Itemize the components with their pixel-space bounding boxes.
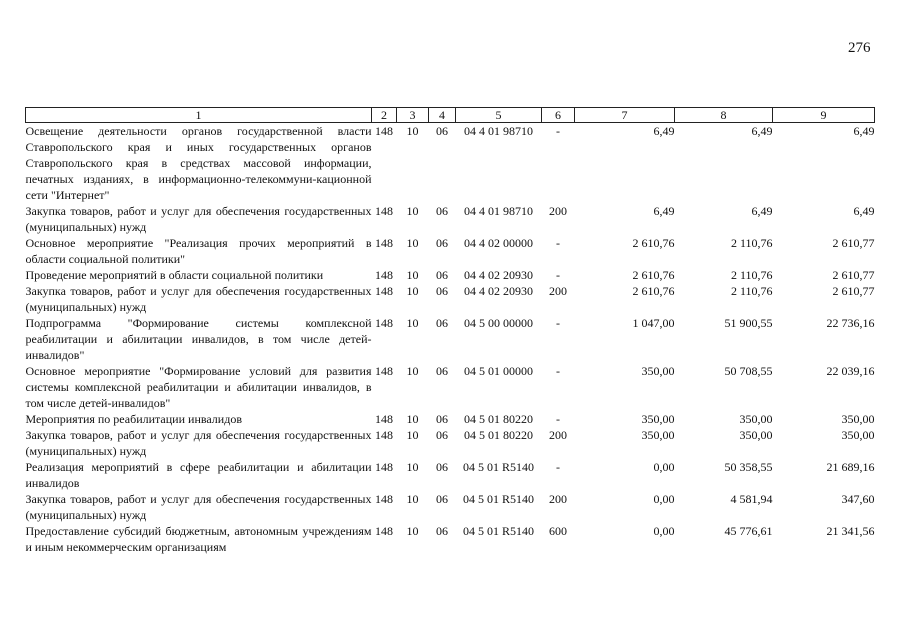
amount-col8: 45 776,61 <box>724 524 773 538</box>
item-name: Закупка товаров, работ и услуг для обеспечения государственных (муниципальных) нужд <box>25 428 372 458</box>
expense-type: 200 <box>549 204 567 218</box>
section-code: 10 <box>406 428 419 442</box>
amount-col7: 0,00 <box>653 492 675 506</box>
item-name: Освещение деятельности органов государственной власти Ставропольского края и иных государственных органов Ставропольского края в средствах массовой информации, печатных изданиях, в информационно-телекоммуни-кационной сети "Интернет" <box>25 124 372 202</box>
table-header-row <box>26 108 875 123</box>
table-row <box>26 523 875 555</box>
amount-col8: 51 900,55 <box>724 316 773 330</box>
section-code: 10 <box>406 524 419 538</box>
item-name: Основное мероприятие "Формирование условий для развития системы комплексной реабилитации и абилитации инвалидов, в том числе детей-инвалидов" <box>25 364 372 410</box>
column-header: 8 <box>675 108 773 123</box>
table-row <box>26 283 875 315</box>
amount-col9: 21 689,16 <box>826 460 875 474</box>
amount-col8: 50 358,55 <box>724 460 773 474</box>
amount-col9: 21 341,56 <box>826 524 875 538</box>
expense-type: 200 <box>549 492 567 506</box>
amount-col7: 6,49 <box>653 204 675 218</box>
amount-col7: 2 610,76 <box>632 284 675 298</box>
target-article: 04 5 00 00000 <box>464 316 533 330</box>
ministry-code: 148 <box>375 284 393 298</box>
column-header: 9 <box>773 108 875 123</box>
subsection-code: 06 <box>436 364 448 378</box>
subsection-code: 06 <box>436 284 448 298</box>
expense-type: 600 <box>549 524 567 538</box>
ministry-code: 148 <box>375 364 393 378</box>
ministry-code: 148 <box>375 124 393 138</box>
amount-col9: 2 610,77 <box>832 268 875 282</box>
section-code: 10 <box>406 492 419 506</box>
amount-col7: 1 047,00 <box>632 316 675 330</box>
ministry-code: 148 <box>375 460 393 474</box>
amount-col8: 350,00 <box>739 412 773 426</box>
amount-col9: 2 610,77 <box>832 284 875 298</box>
column-header: 4 <box>429 108 456 123</box>
item-name: Подпрограмма "Формирование системы комплексной реабилитации и абилитации инвалидов, в том числе детей-инвалидов" <box>25 316 372 362</box>
table-row <box>26 459 875 491</box>
item-name: Закупка товаров, работ и услуг для обеспечения государственных (муниципальных) нужд <box>25 204 372 234</box>
amount-col7: 350,00 <box>641 428 675 442</box>
subsection-code: 06 <box>436 268 448 282</box>
table-row <box>26 267 875 283</box>
amount-col8: 6,49 <box>751 124 773 138</box>
subsection-code: 06 <box>436 236 448 250</box>
table-row <box>26 315 875 363</box>
amount-col9: 350,00 <box>841 412 875 426</box>
table-row <box>26 491 875 523</box>
column-header: 7 <box>575 108 675 123</box>
target-article: 04 4 01 98710 <box>464 124 533 138</box>
ministry-code: 148 <box>375 268 393 282</box>
amount-col9: 6,49 <box>853 124 875 138</box>
ministry-code: 148 <box>375 204 393 218</box>
amount-col8: 350,00 <box>739 428 773 442</box>
subsection-code: 06 <box>436 428 448 442</box>
target-article: 04 5 01 80220 <box>464 428 533 442</box>
ministry-code: 148 <box>375 412 393 426</box>
table-row <box>26 363 875 411</box>
amount-col8: 4 581,94 <box>730 492 773 506</box>
expense-type: 200 <box>549 284 567 298</box>
ministry-code: 148 <box>375 316 393 330</box>
page-number: 276 <box>848 40 871 56</box>
expense-type: 200 <box>549 428 567 442</box>
target-article: 04 4 02 20930 <box>464 268 533 282</box>
ministry-code: 148 <box>375 492 393 506</box>
amount-col9: 2 610,77 <box>832 236 875 250</box>
expense-type: - <box>556 124 560 138</box>
amount-col9: 22 736,16 <box>826 316 875 330</box>
column-header: 2 <box>372 108 397 123</box>
subsection-code: 06 <box>436 524 448 538</box>
item-name: Основное мероприятие "Реализация прочих мероприятий в области социальной политики" <box>25 236 372 266</box>
subsection-code: 06 <box>436 204 448 218</box>
section-code: 10 <box>406 364 419 378</box>
ministry-code: 148 <box>375 428 393 442</box>
subsection-code: 06 <box>436 460 448 474</box>
target-article: 04 5 01 R5140 <box>462 524 534 538</box>
target-article: 04 5 01 80220 <box>464 412 533 426</box>
target-article: 04 4 02 00000 <box>464 236 533 250</box>
amount-col7: 6,49 <box>653 124 675 138</box>
amount-col7: 2 610,76 <box>632 236 675 250</box>
amount-col8: 6,49 <box>751 204 773 218</box>
subsection-code: 06 <box>436 316 448 330</box>
column-header: 3 <box>397 108 429 123</box>
section-code: 10 <box>406 268 419 282</box>
section-code: 10 <box>406 284 419 298</box>
amount-col7: 0,00 <box>653 524 675 538</box>
target-article: 04 5 01 R5140 <box>462 460 534 474</box>
amount-col8: 50 708,55 <box>724 364 773 378</box>
amount-col9: 22 039,16 <box>826 364 875 378</box>
amount-col7: 350,00 <box>641 364 675 378</box>
section-code: 10 <box>406 236 419 250</box>
section-code: 10 <box>406 412 419 426</box>
amount-col8: 2 110,76 <box>730 236 773 250</box>
item-name: Мероприятия по реабилитации инвалидов <box>25 412 242 426</box>
expense-type: - <box>556 412 560 426</box>
item-name: Реализация мероприятий в сфере реабилитации и абилитации инвалидов <box>25 460 372 490</box>
expense-type: - <box>556 236 560 250</box>
target-article: 04 4 02 20930 <box>464 284 533 298</box>
target-article: 04 5 01 00000 <box>464 364 533 378</box>
target-article: 04 4 01 98710 <box>464 204 533 218</box>
expense-type: - <box>556 460 560 474</box>
target-article: 04 5 01 R5140 <box>462 492 534 506</box>
section-code: 10 <box>406 316 419 330</box>
expense-type: - <box>556 316 560 330</box>
table-row <box>26 235 875 267</box>
column-header: 1 <box>26 108 372 123</box>
table-row <box>26 427 875 459</box>
ministry-code: 148 <box>375 236 393 250</box>
amount-col9: 347,60 <box>841 492 875 506</box>
table-row <box>26 203 875 235</box>
column-header: 5 <box>456 108 542 123</box>
amount-col9: 6,49 <box>853 204 875 218</box>
table-row <box>26 123 875 204</box>
item-name: Закупка товаров, работ и услуг для обеспечения государственных (муниципальных) нужд <box>25 284 372 314</box>
subsection-code: 06 <box>436 492 448 506</box>
amount-col8: 2 110,76 <box>730 284 773 298</box>
item-name: Закупка товаров, работ и услуг для обеспечения государственных (муниципальных) нужд <box>25 492 372 522</box>
subsection-code: 06 <box>436 124 448 138</box>
amount-col7: 0,00 <box>653 460 675 474</box>
amount-col8: 2 110,76 <box>730 268 773 282</box>
section-code: 10 <box>406 124 419 138</box>
expense-type: - <box>556 268 560 282</box>
section-code: 10 <box>406 204 419 218</box>
column-header: 6 <box>542 108 575 123</box>
table-row <box>26 411 875 427</box>
item-name: Проведение мероприятий в области социальной политики <box>25 268 324 282</box>
budget-table <box>25 107 875 555</box>
amount-col9: 350,00 <box>841 428 875 442</box>
amount-col7: 2 610,76 <box>632 268 675 282</box>
item-name: Предоставление субсидий бюджетным, автономным учреждениям и иным некоммерческим организациям <box>25 524 372 554</box>
ministry-code: 148 <box>375 524 393 538</box>
subsection-code: 06 <box>436 412 448 426</box>
amount-col7: 350,00 <box>641 412 675 426</box>
section-code: 10 <box>406 460 419 474</box>
expense-type: - <box>556 364 560 378</box>
